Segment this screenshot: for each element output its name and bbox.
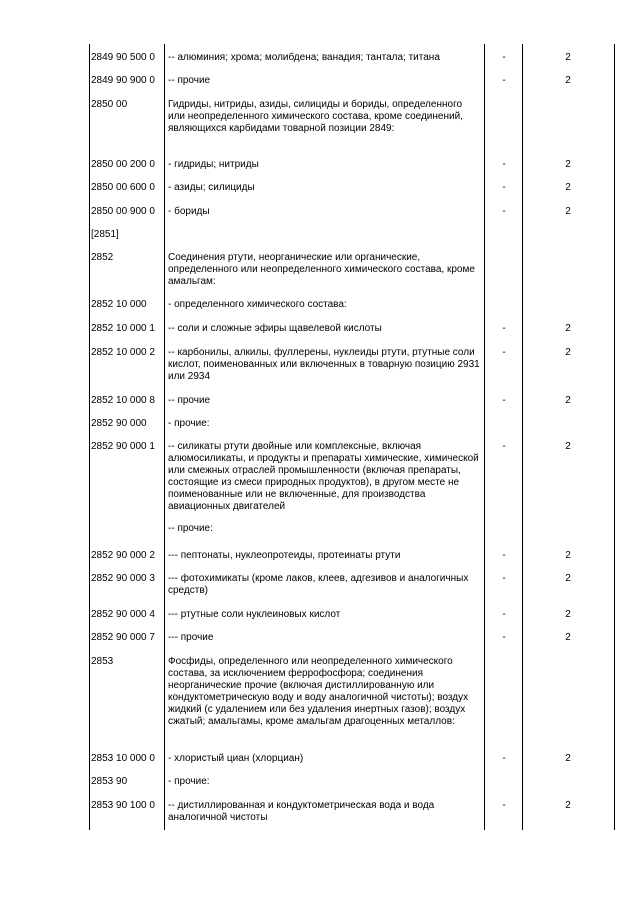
column-divider-description <box>484 44 485 830</box>
description-paragraph: --- пептонаты, нуклеопротеиды, протеинаты ртути <box>168 550 401 561</box>
tariff-code: 2853 <box>91 656 114 667</box>
description-paragraph: -- прочие <box>168 395 211 406</box>
goods-description <box>168 206 480 218</box>
duty-rate-value: 2 <box>565 75 571 86</box>
goods-description <box>168 299 480 311</box>
tariff-code: 2853 90 100 0 <box>91 800 155 811</box>
duty-rate-value: 2 <box>565 573 571 584</box>
goods-description <box>168 159 480 171</box>
goods-description <box>168 656 480 728</box>
tariff-code: 2850 00 900 0 <box>91 206 155 217</box>
unit-value: - <box>502 52 506 63</box>
description-paragraph: - бориды <box>168 206 210 217</box>
goods-description <box>168 323 480 335</box>
description-paragraph: -- алюминия; хрома; молибдена; ванадия; тантала; титана <box>168 52 440 63</box>
goods-description <box>168 75 480 87</box>
duty-rate-value: 2 <box>565 182 571 193</box>
description-paragraph: --- фотохимикаты (кроме лаков, клеев, адгезивов и аналогичных средств) <box>168 573 469 596</box>
description-paragraph: -- соли и сложные эфиры щавелевой кислоты <box>168 323 382 334</box>
tariff-code: 2849 90 900 0 <box>91 75 155 86</box>
column-divider-code <box>164 44 165 830</box>
description-paragraph: -- дистиллированная и кондуктометрическая вода и вода аналогичной чистоты <box>168 800 435 823</box>
goods-description <box>168 753 480 765</box>
tariff-code: 2850 00 200 0 <box>91 159 155 170</box>
description-paragraph: - гидриды; нитриды <box>168 159 259 170</box>
goods-description <box>168 800 480 824</box>
tariff-code: 2852 90 000 4 <box>91 609 155 620</box>
duty-rate-value: 2 <box>565 800 571 811</box>
description-paragraph: - хлористый циан (хлорциан) <box>168 753 304 764</box>
goods-description <box>168 441 480 535</box>
duty-rate-value: 2 <box>565 395 571 406</box>
goods-description <box>168 632 480 644</box>
unit-value: - <box>502 753 506 764</box>
unit-value: - <box>502 632 506 643</box>
tariff-code: 2850 00 <box>91 99 128 110</box>
duty-rate-value: 2 <box>565 632 571 643</box>
duty-rate-value: 2 <box>565 609 571 620</box>
table-border-right <box>614 44 615 830</box>
description-paragraph: - прочие: <box>168 418 210 429</box>
description-paragraph: --- ртутные соли нуклеиновых кислот <box>168 609 341 620</box>
tariff-code: 2852 90 000 <box>91 418 147 429</box>
unit-value: - <box>502 347 506 358</box>
goods-description <box>168 182 480 194</box>
description-paragraph: - азиды; силициды <box>168 182 255 193</box>
unit-value: - <box>502 182 506 193</box>
goods-description <box>168 395 480 407</box>
unit-value: - <box>502 441 506 452</box>
tariff-code: 2853 90 <box>91 776 128 787</box>
tariff-code: [2851] <box>91 229 119 240</box>
duty-rate-value: 2 <box>565 159 571 170</box>
duty-rate-value: 2 <box>565 550 571 561</box>
description-paragraph: -- прочие: <box>168 523 213 534</box>
unit-value: - <box>502 206 506 217</box>
goods-description <box>168 550 480 562</box>
duty-rate-value: 2 <box>565 323 571 334</box>
description-paragraph: -- прочие <box>168 75 211 86</box>
unit-value: - <box>502 573 506 584</box>
goods-description <box>168 252 480 288</box>
tariff-code: 2853 10 000 0 <box>91 753 155 764</box>
tariff-code: 2852 90 000 2 <box>91 550 155 561</box>
tariff-code: 2852 <box>91 252 114 263</box>
goods-description <box>168 776 480 788</box>
tariff-code: 2852 10 000 <box>91 299 147 310</box>
duty-rate-value: 2 <box>565 753 571 764</box>
description-paragraph: -- карбонилы, алкилы, фуллерены, нуклеиды ртути, ртутные соли кислот, поименованных или включенных в товарную позицию 2931 или 2934 <box>168 347 480 382</box>
tariff-code: 2852 90 000 3 <box>91 573 155 584</box>
table-border-left <box>89 44 90 830</box>
tariff-code: 2852 10 000 2 <box>91 347 155 358</box>
tariff-code: 2852 10 000 8 <box>91 395 155 406</box>
description-paragraph: Фосфиды, определенного или неопределенного химического состава, за исключением феррофосфора; соединения неорганические прочие (включая дистиллированную или кондуктометрическую воду и воду аналогичной чистоты); воздух жидкий (с удалением или без удаления инертных газов); воздух сжатый; амальгамы, кроме амальгам драгоценных металлов: <box>168 656 469 727</box>
duty-rate-value: 2 <box>565 441 571 452</box>
description-paragraph: Гидриды, нитриды, азиды, силициды и бориды, определенного или неопределенного химического состава, кроме соединений, являющихся карбидами товарной позиции 2849: <box>168 99 463 134</box>
duty-rate-value: 2 <box>565 52 571 63</box>
unit-value: - <box>502 609 506 620</box>
tariff-code: 2852 10 000 1 <box>91 323 155 334</box>
duty-rate-value: 2 <box>565 206 571 217</box>
description-paragraph: -- силикаты ртути двойные или комплексные, включая алюмосиликаты, и продукты и препараты химические, химической или смежных отраслей промышленности (включая препараты, состоящие из смеси природных продуктов), в другом месте не поименованные или не включенные, для производства авиационных двигателей <box>168 441 479 512</box>
goods-description <box>168 573 480 597</box>
unit-value: - <box>502 75 506 86</box>
goods-description <box>168 52 480 64</box>
unit-value: - <box>502 800 506 811</box>
unit-value: - <box>502 395 506 406</box>
description-paragraph: - определенного химического состава: <box>168 299 347 310</box>
description-paragraph: Соединения ртути, неорганические или органические, определенного или неопределенного химического состава, кроме амальгам: <box>168 252 475 287</box>
tariff-code: 2852 90 000 1 <box>91 441 155 452</box>
description-paragraph: --- прочие <box>168 632 214 643</box>
goods-description <box>168 99 480 135</box>
duty-rate-value: 2 <box>565 347 571 358</box>
goods-description <box>168 347 480 383</box>
unit-value: - <box>502 323 506 334</box>
tariff-code: 2852 90 000 7 <box>91 632 155 643</box>
goods-description <box>168 609 480 621</box>
goods-description <box>168 418 480 430</box>
tariff-code: 2850 00 600 0 <box>91 182 155 193</box>
tariff-code: 2849 90 500 0 <box>91 52 155 63</box>
description-paragraph: - прочие: <box>168 776 210 787</box>
unit-value: - <box>502 550 506 561</box>
unit-value: - <box>502 159 506 170</box>
